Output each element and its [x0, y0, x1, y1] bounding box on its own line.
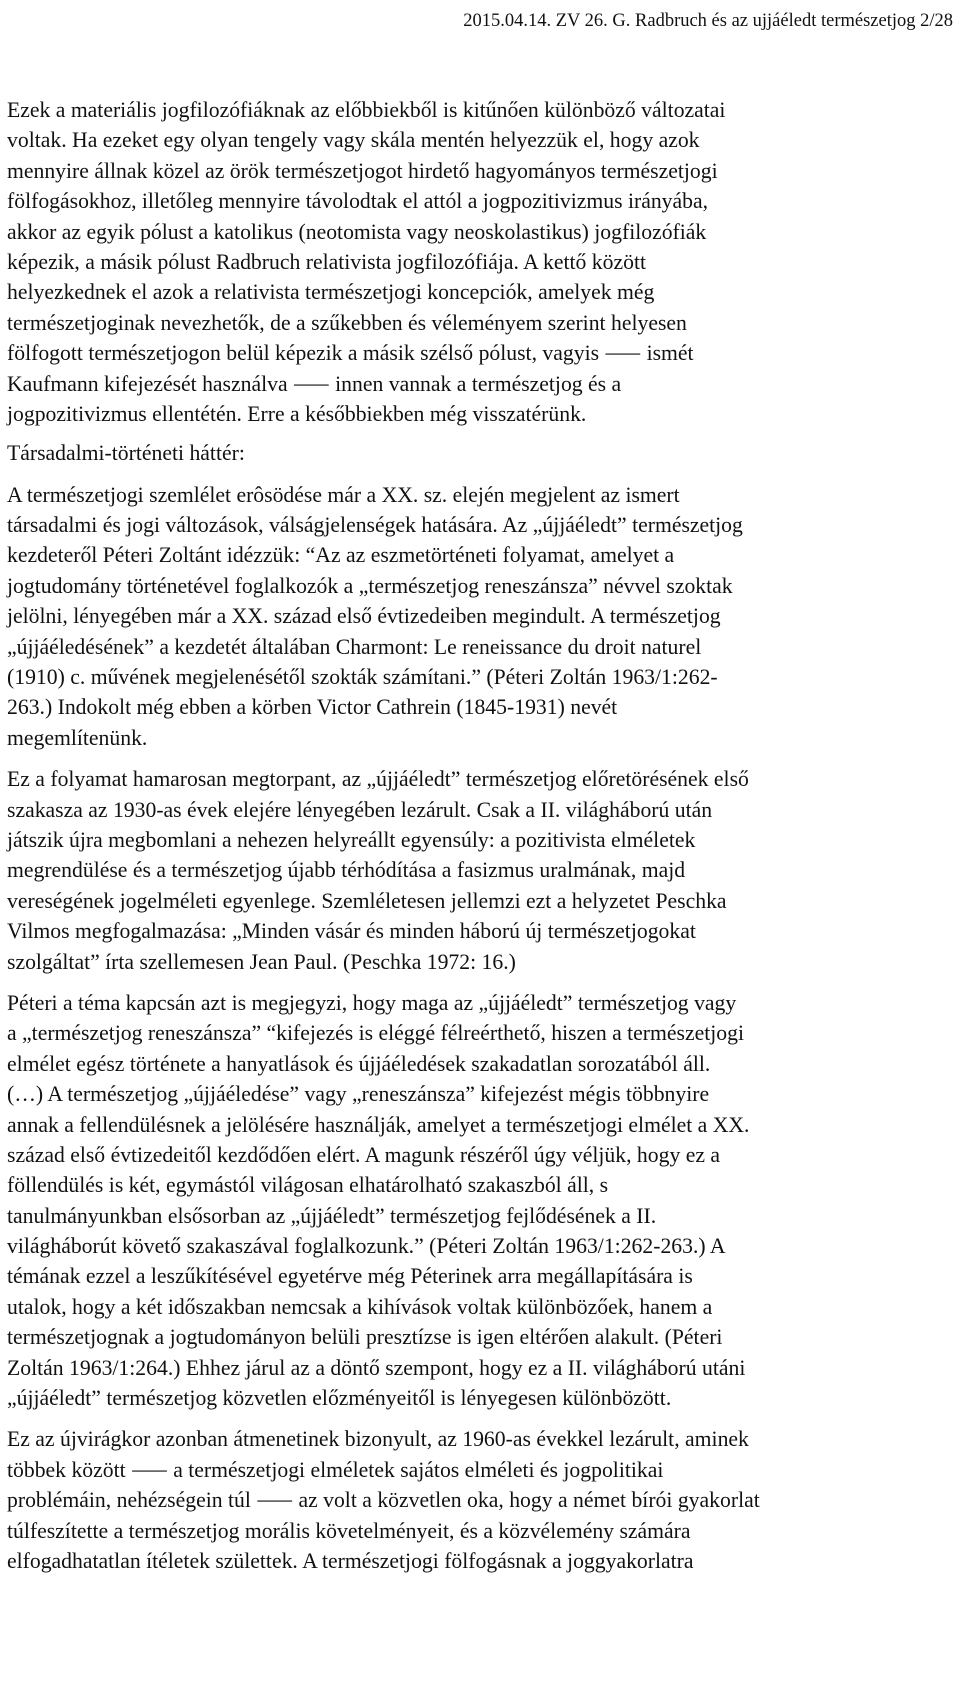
text-line: többek között ⸺ a természetjogi elméletek sajátos elméleti és jogpolitikai: [7, 1457, 664, 1482]
text-line: föllendülés is két, egymástól világosan elhatárolható szakaszból áll, s: [7, 1173, 609, 1198]
text-line: megemlítenünk.: [7, 725, 148, 750]
text-line: 263.) Indokolt még ebben a körben Victor Cathrein (1845-1931) nevét: [7, 695, 618, 720]
text-line: jogpozitivizmus ellentétén. Erre a későbbiekben még visszatérünk.: [7, 401, 587, 426]
text-line: képezik, a másik pólust Radbruch relativista jogfilozófiája. A kettő között: [7, 249, 647, 274]
text-line: utalok, hogy a két időszakban nemcsak a kihívások voltak különbözőek, hanem a: [7, 1294, 713, 1319]
text-line: „újjáéledésének” a kezdetét általában Charmont: Le reneissance du droit naturel: [7, 634, 702, 659]
text-line: túlfeszítette a természetjog morális követelményeit, és a közvélemény számára: [7, 1518, 691, 1543]
text-line: világháborút követő szakaszával foglalkozunk.” (Péteri Zoltán 1963/1:262-263.) A: [7, 1234, 726, 1259]
text-line: természetjognak a jogtudományon belüli presztízse is igen eltérően alakult. (Péteri: [7, 1325, 723, 1350]
text-line: voltak. Ha ezeket egy olyan tengely vagy skála mentén helyezzük el, hogy azok: [7, 128, 700, 153]
section-heading: Társadalmi-történeti háttér:: [7, 441, 245, 466]
paragraph-peteri: [7, 988, 953, 1413]
text-line: tanulmányunkban elsősorban az „újjáéledt” természetjog fejlődésének a II.: [7, 1203, 657, 1228]
text-line: elmélet egész története a hanyatlások és újjáéledések szakadatlan sorozatából áll.: [7, 1051, 711, 1076]
paragraph-transitional: [7, 1424, 953, 1576]
text-line: elfogadhatatlan ítéletek születtek. A természetjogi fölfogásnak a joggyakorlatra: [7, 1548, 694, 1573]
text-line: jogtudomány történetével foglalkozók a „természetjog reneszánsza” névvel szoktak: [7, 573, 733, 598]
text-line: témának ezzel a leszűkítésével egyetérve még Péterinek arra megállapítására is: [7, 1264, 693, 1289]
text-line: (…) A természetjog „újjáéledése” vagy „reneszánsza” kifejezést mégis többnyire: [7, 1082, 710, 1107]
text-line: a „természetjog reneszánsza” “kifejezés is eléggé félreérthető, hiszen a természetjogi: [7, 1021, 744, 1046]
text-line: társadalmi és jogi változások, válságjelenségek hatására. Az „újjáéledt” természetjog: [7, 513, 743, 538]
text-line: annak a fellendülésnek a jelölésére használják, amelyet a természetjogi elmélet a XX.: [7, 1112, 750, 1137]
text-line: szolgáltat” írta szellemesen Jean Paul. (Peschka 1972: 16.): [7, 949, 516, 974]
text-line: akkor az egyik pólust a katolikus (neotomista vagy neoskolastikus) jogfilozófiák: [7, 219, 707, 244]
text-line: század első évtizedeitől kezdődően elért. A magunk részéről úgy véljük, hogy ez a: [7, 1142, 721, 1167]
text-line: jelölni, lényegében már a XX. század első évtizedeiben megindult. A természetjog: [7, 604, 721, 629]
text-line: mennyire állnak közel az örök természetjogot hirdető hagyományos természetjogi: [7, 158, 718, 183]
text-line: vereségének jogelméleti egyenlege. Szemléletesen jellemzi ezt a helyzetet Peschka: [7, 888, 727, 913]
text-line: Ez az újvirágkor azonban átmenetinek bizonyult, az 1960-as évekkel lezárult, aminek: [7, 1427, 749, 1452]
text-line: kezdeteről Péteri Zoltánt idézzük: “Az az eszmetörténeti folyamat, amelyet a: [7, 543, 675, 568]
text-line: Kaufmann kifejezését használva ⸺ innen vannak a természetjog és a: [7, 371, 622, 396]
text-line: szakasza az 1930-as évek elejére lényegében lezárult. Csak a II. világháború után: [7, 797, 713, 822]
text-line: játszik újra megbomlani a nehezen helyreállt egyensúly: a pozitivista elméletek: [7, 827, 696, 852]
paragraph-stall: [7, 764, 953, 977]
text-line: természetjoginak nevezhetők, de a szűkebben és véleményem szerint helyesen: [7, 310, 687, 335]
document-body: [7, 95, 953, 1576]
running-header: 2015.04.14. ZV 26. G. Radbruch és az ujjáéledt természetjog 2/28: [463, 11, 953, 31]
text-line: Ezek a materiális jogfilozófiáknak az előbbiekből is kitűnően különböző változatai: [7, 98, 726, 122]
text-line: Péteri a téma kapcsán azt is megjegyzi, hogy maga az „újjáéledt” természetjog vagy: [7, 990, 737, 1015]
text-line: problémáin, nehézségein túl ⸺ az volt a közvetlen oka, hogy a német bírói gyakorlat: [7, 1488, 760, 1513]
paragraph-background: [7, 480, 953, 754]
text-line: fölfogásokhoz, illetőleg mennyire távolodtak el attól a jogpozitivizmus irányába,: [7, 189, 709, 214]
text-line: Vilmos megfogalmazása: „Minden vásár és minden háború új természetjogokat: [7, 919, 696, 944]
text-line: helyezkednek el azok a relativista természetjogi koncepciók, amelyek még: [7, 280, 655, 305]
text-line: Zoltán 1963/1:264.) Ehhez járul az a döntő szempont, hogy ez a II. világháború utáni: [7, 1355, 746, 1380]
text-line: „újjáéledt” természetjog közvetlen előzményeitől is lényegesen különbözött.: [7, 1386, 672, 1411]
text-line: megrendülése és a természetjog újabb térhódítása a fasizmus uralmának, majd: [7, 858, 686, 883]
text-line: A természetjogi szemlélet erôsödése már a XX. sz. elején megjelent az ismert: [7, 482, 680, 507]
paragraph-intro: [7, 95, 953, 429]
text-line: Ez a folyamat hamarosan megtorpant, az „újjáéledt” természetjog előretörésének első: [7, 767, 749, 792]
text-line: (1910) c. művének megjelenésétől szokták számítani.” (Péteri Zoltán 1963/1:262-: [7, 665, 718, 690]
document-page: [7, 0, 953, 1573]
text-line: fölfogott természetjogon belül képezik a másik szélső pólust, vagyis ⸺ ismét: [7, 341, 694, 366]
